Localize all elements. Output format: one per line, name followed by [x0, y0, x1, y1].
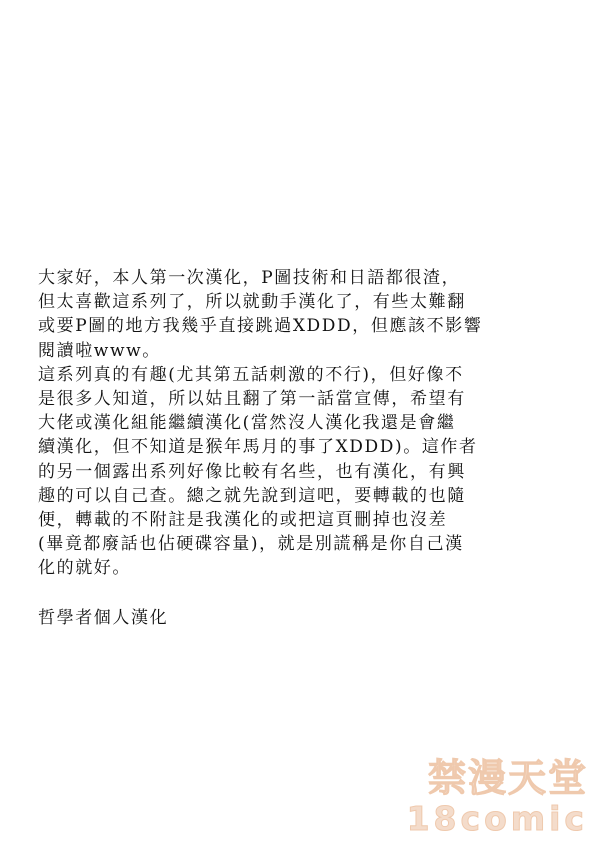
note-line: 便，轉載的不附註是我漢化的或把這頁刪掉也沒差 — [38, 509, 448, 530]
note-line: 但太喜歡這系列了，所以就動手漢化了，有些太難翻 — [38, 292, 466, 313]
note-line: 是很多人知道，所以姑且翻了第一話當宣傳，希望有 — [38, 388, 466, 409]
note-line: 續漢化，但不知道是猴年馬月的事了XDDD)。這作者 — [38, 437, 478, 458]
note-line: 大家好，本人第一次漢化，P圖技術和日語都很渣， — [38, 268, 461, 288]
note-line: 大佬或漢化組能繼續漢化(當然沒人漢化我還是會繼 — [38, 413, 456, 434]
note-line: 或要P圖的地方我幾乎直接跳過XDDD，但應該不影響 — [38, 316, 483, 337]
note-line: 趣的可以自己查。總之就先說到這吧，要轉載的也隨 — [38, 485, 466, 506]
note-line: 化的就好。 — [38, 558, 131, 579]
note-line: 閱讀啦www。 — [38, 340, 161, 361]
note-line: (畢竟都廢話也佔硬碟容量)，就是別謊稱是你自己漢 — [38, 534, 464, 555]
site-watermark — [406, 755, 592, 841]
translator-note — [38, 266, 568, 580]
note-paragraph-1 — [38, 266, 568, 363]
note-line: 這系列真的有趣(尤其第五話刺激的不行)，但好像不 — [38, 364, 464, 385]
translator-signature: 哲學者個人漢化 — [38, 608, 169, 628]
watermark-latin-text: 18comic — [406, 799, 588, 838]
watermark-cjk-text: 禁漫天堂 — [427, 756, 588, 800]
note-line: 的另一個露出系列好像比較有名些，也有漢化，有興 — [38, 461, 466, 482]
note-paragraph-2 — [38, 363, 568, 581]
